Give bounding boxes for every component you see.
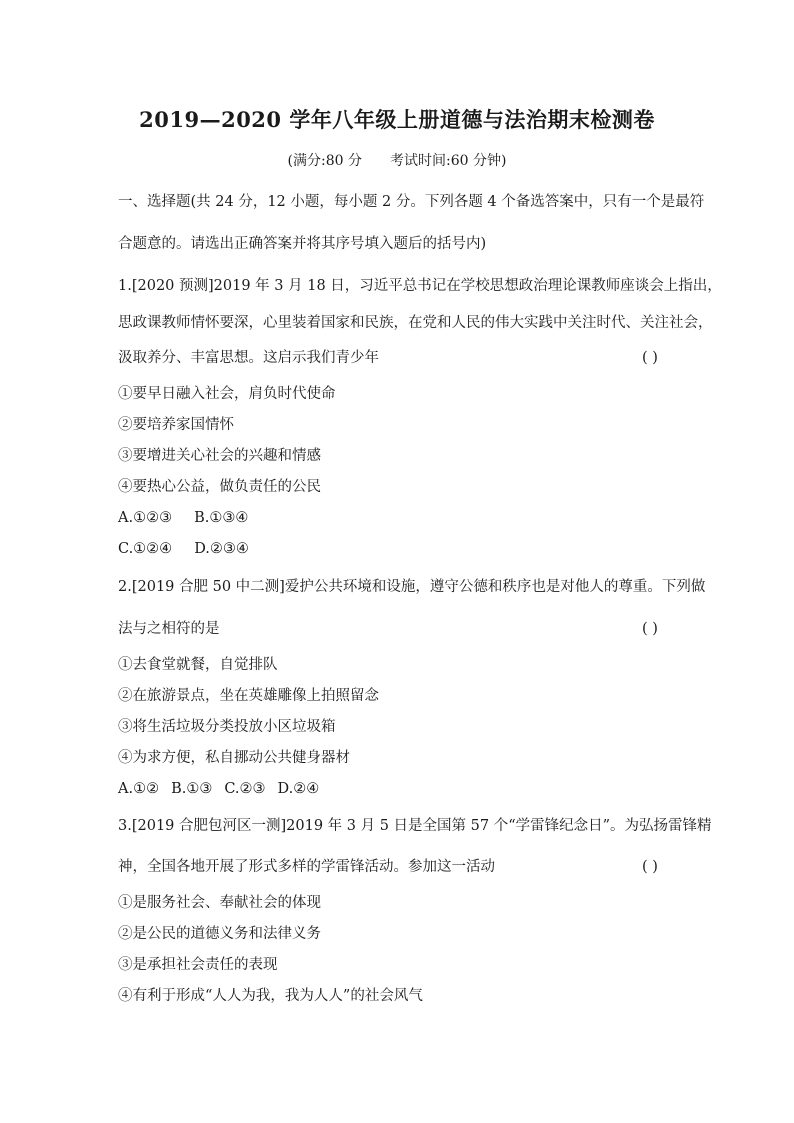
q1-stem-line2: 思政课教师情怀要深，心里装着国家和民族，在党和人民的伟大实践中关注时代、关注社会， [118, 315, 713, 331]
q2-stem-line2: 法与之相符的是 [118, 621, 220, 637]
exam-time: 考试时间:60 分钟) [390, 153, 507, 169]
q2-statement-3: ③将生活垃圾分类投放小区垃圾箱 [118, 719, 336, 735]
q3-stem-line2: 神，全国各地开展了形式多样的学雷锋活动。参加这一活动 [118, 859, 495, 875]
q2-answer-bracket: ( ) [642, 621, 658, 637]
section-intro-line2: 合题意的。请选出正确答案并将其序号填入题后的括号内) [118, 236, 487, 252]
q1-option-c: C.①②④ [118, 541, 173, 557]
q2-statement-4: ④为求方便，私自挪动公共健身器材 [118, 750, 350, 766]
q1-statement-3: ③要增进关心社会的兴趣和情感 [118, 448, 321, 464]
exam-title: 2019—2020 学年八年级上册道德与法治期末检测卷 [139, 107, 655, 132]
q1-stem-line1: 1.[2020 预测]2019 年 3 月 18 日，习近平总书记在学校思想政治理论课教师座谈会上指出， [118, 278, 722, 294]
q3-statement-3: ③是承担社会责任的表现 [118, 957, 278, 973]
q3-answer-bracket: ( ) [642, 859, 658, 875]
q1-option-a: A.①②③ [118, 510, 173, 526]
q1-statement-2: ②要培养家国情怀 [118, 417, 234, 433]
q1-answer-bracket: ( ) [642, 350, 658, 366]
q3-statement-4: ④有利于形成“人人为我，我为人人”的社会风气 [118, 988, 423, 1004]
q1-stem-line3: 汲取养分、丰富思想。这启示我们青少年 [118, 350, 379, 366]
q2-statement-1: ①去食堂就餐，自觉排队 [118, 657, 278, 673]
full-score: (满分:80 分 [287, 153, 362, 169]
q3-statement-2: ②是公民的道德义务和法律义务 [118, 926, 321, 942]
q2-option-c: C.②③ [224, 781, 266, 797]
q3-statement-1: ①是服务社会、奉献社会的体现 [118, 895, 321, 911]
q1-options-row2 [118, 539, 698, 559]
q2-stem-line1: 2.[2019 合肥 50 中二测]爱护公共环境和设施，遵守公德和秩序也是对他人的尊重。下列做 [118, 579, 706, 595]
q1-statement-1: ①要早日融入社会，肩负时代使命 [118, 386, 336, 402]
section-intro-line1: 一、选择题(共 24 分，12 小题，每小题 2 分。下列各题 4 个备选答案中，只有一个是最符 [118, 194, 705, 210]
exam-subtitle [0, 150, 794, 170]
q2-statement-2: ②在旅游景点，坐在英雄雕像上拍照留念 [118, 688, 379, 704]
q1-statement-4: ④要热心公益，做负责任的公民 [118, 479, 321, 495]
q1-option-d: D.②③④ [194, 541, 249, 557]
q3-stem-line1: 3.[2019 合肥包河区一测]2019 年 3 月 5 日是全国第 57 个“学雷锋纪念日”。为弘扬雷锋精 [118, 818, 712, 834]
q2-options-row [118, 779, 698, 799]
q2-option-b: B.①③ [171, 781, 213, 797]
q1-option-b: B.①③④ [194, 510, 249, 526]
q2-option-a: A.①② [118, 781, 160, 797]
q1-options-row1 [118, 508, 698, 528]
q2-option-d: D.②④ [277, 781, 320, 797]
